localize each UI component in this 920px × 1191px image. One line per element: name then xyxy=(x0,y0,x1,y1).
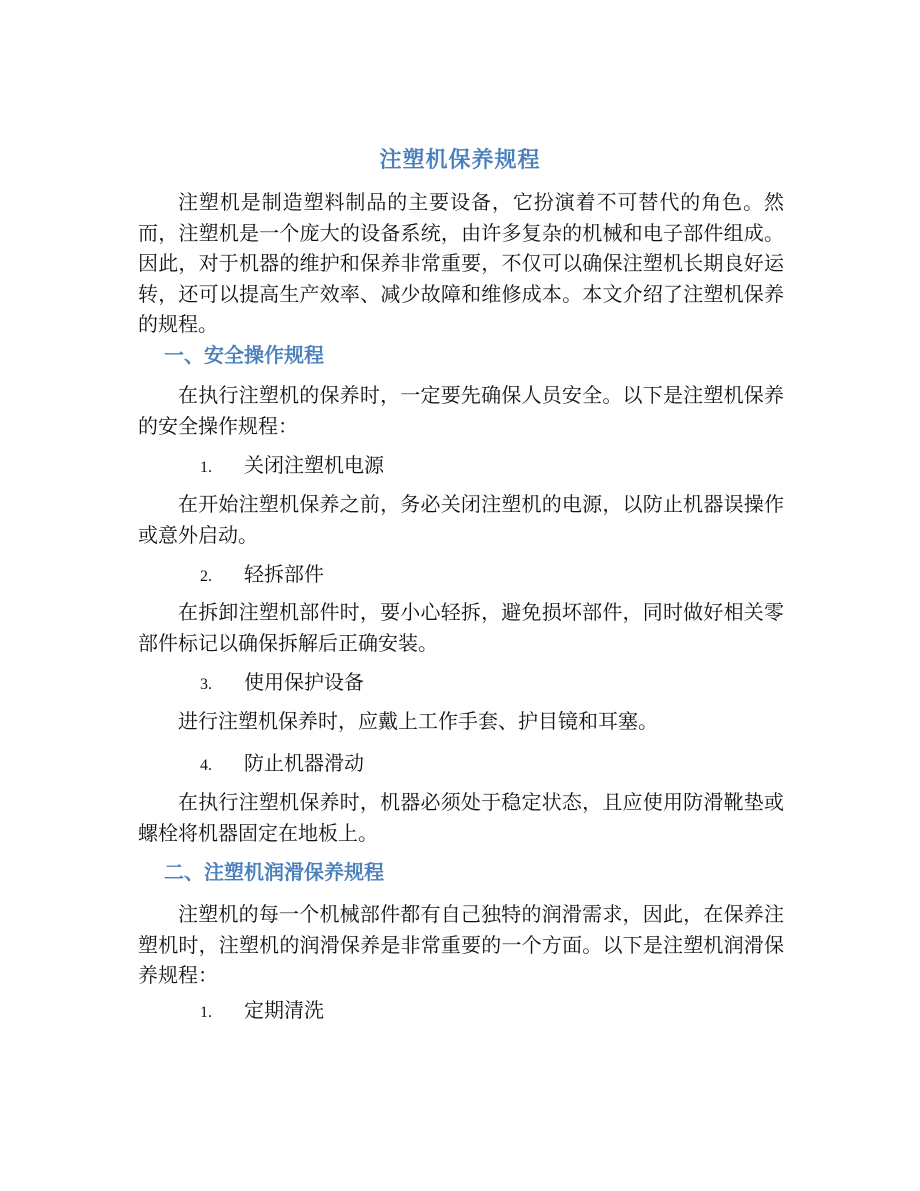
section1-item-1-paragraph: 在开始注塑机保养之前，务必关闭注塑机的电源，以防止机器误操作或意外启动。 xyxy=(138,492,784,547)
section1-item-4-paragraph: 在执行注塑机保养时，机器必须处于稳定状态，且应使用防滑靴垫或螺栓将机器固定在地板上。 xyxy=(138,790,784,845)
section2-intro-paragraph: 注塑机的每一个机械部件都有自己独特的润滑需求，因此，在保养注塑机时，注塑机的润滑保养是非常重要的一个方面。以下是注塑机润滑保养规程： xyxy=(138,902,784,987)
list-number: 1. xyxy=(200,1004,212,1021)
section2-item-1 xyxy=(200,995,324,1028)
section1-item-1 xyxy=(200,450,384,483)
document-title: 注塑机保养规程 xyxy=(379,147,541,173)
list-number: 1. xyxy=(200,459,212,476)
list-number: 2. xyxy=(200,568,212,585)
section1-item-4 xyxy=(200,748,364,781)
list-number: 3. xyxy=(200,676,212,693)
section1-heading: 一、安全操作规程 xyxy=(164,343,324,367)
section1-intro-paragraph: 在执行注塑机的保养时，一定要先确保人员安全。以下是注塑机保养的安全操作规程： xyxy=(138,383,784,438)
list-item-label: 定期清洗 xyxy=(244,998,324,1022)
intro-paragraph: 注塑机是制造塑料制品的主要设备，它扮演着不可替代的角色。然而，注塑机是一个庞大的设备系统，由许多复杂的机械和电子部件组成。因此，对于机器的维护和保养非常重要，不仅可以确保注塑机长期良好运转，还可以提高生产效率、减少故障和维修成本。本文介绍了注塑机保养的规程。 xyxy=(138,190,784,336)
section1-item-3 xyxy=(200,667,364,700)
list-item-label: 使用保护设备 xyxy=(244,670,364,694)
section1-item-2-paragraph: 在拆卸注塑机部件时，要小心轻拆，避免损坏部件，同时做好相关零部件标记以确保拆解后正确安装。 xyxy=(138,600,784,655)
list-item-label: 轻拆部件 xyxy=(244,562,324,586)
list-number: 4. xyxy=(200,757,212,774)
list-item-label: 防止机器滑动 xyxy=(244,751,364,775)
list-item-label: 关闭注塑机电源 xyxy=(244,453,384,477)
section2-heading: 二、注塑机润滑保养规程 xyxy=(164,860,384,884)
section1-item-2 xyxy=(200,559,324,592)
section1-item-3-paragraph: 进行注塑机保养时，应戴上工作手套、护目镜和耳塞。 xyxy=(178,709,658,733)
